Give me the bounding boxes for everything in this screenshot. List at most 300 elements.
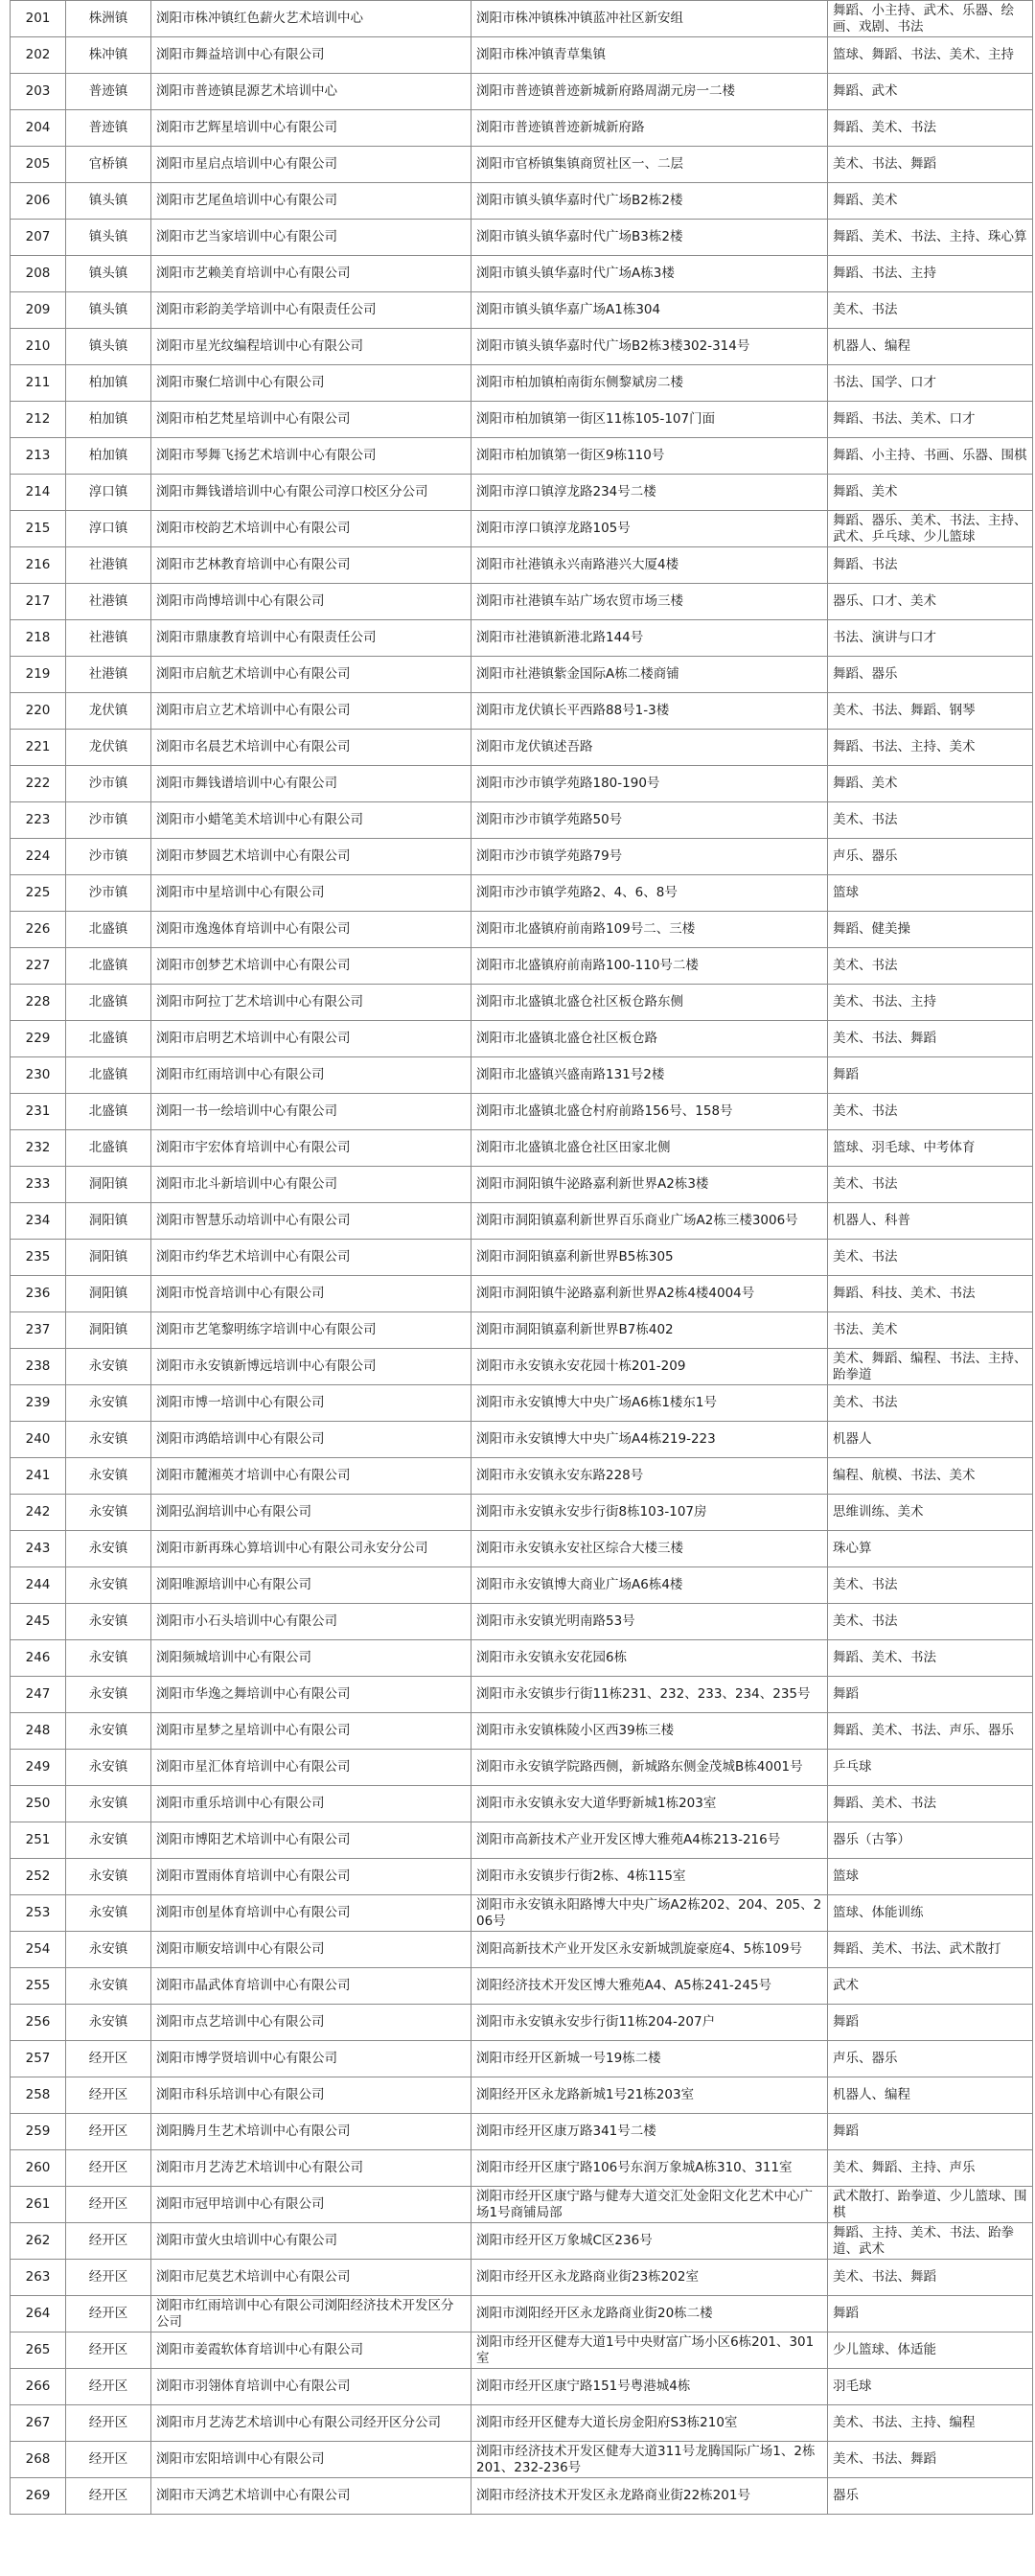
subjects-cell: 羽毛球 [828,2369,1033,2405]
address-cell: 浏阳市普迹镇普迹新城新府路周湖元房一二楼 [472,74,828,110]
subjects-cell: 美术、书法 [828,1567,1033,1604]
table-row [11,1567,1033,1604]
subjects-cell: 美术、书法、舞蹈 [828,1021,1033,1057]
institution-name-cell: 浏阳市羽翎体育培训中心有限公司 [151,2369,472,2405]
town-cell: 社港镇 [66,657,151,693]
town-cell: 株冲镇 [66,37,151,74]
town-cell: 永安镇 [66,1786,151,1822]
row-number-cell: 242 [11,1495,66,1531]
address-cell: 浏阳市经济技术开发区健寿大道311号龙腾国际广场1、2栋201、232-236号 [472,2442,828,2478]
subjects-cell: 舞蹈 [828,1677,1033,1713]
institution-name-cell: 浏阳市博一培训中心有限公司 [151,1385,472,1422]
town-cell: 镇头镇 [66,292,151,329]
table-row [11,1203,1033,1240]
subjects-cell: 美术、书法、舞蹈 [828,2442,1033,2478]
table-row [11,365,1033,402]
subjects-cell: 书法、美术 [828,1312,1033,1349]
town-cell: 永安镇 [66,1713,151,1750]
institution-name-cell: 浏阳市名晨艺术培训中心有限公司 [151,730,472,766]
town-cell: 北盛镇 [66,985,151,1021]
row-number-cell: 248 [11,1713,66,1750]
address-cell: 浏阳市沙市镇学苑路50号 [472,802,828,839]
town-cell: 镇头镇 [66,183,151,220]
table-row [11,292,1033,329]
row-number-cell: 219 [11,657,66,693]
table-row [11,2114,1033,2150]
address-cell: 浏阳市经开区永龙路商业街23栋202室 [472,2260,828,2296]
row-number-cell: 238 [11,1349,66,1385]
row-number-cell: 205 [11,147,66,183]
institution-name-cell: 浏阳市鸿皓培训中心有限公司 [151,1422,472,1458]
subjects-cell: 武术 [828,1968,1033,2005]
row-number-cell: 266 [11,2369,66,2405]
table-row [11,1968,1033,2005]
address-cell: 浏阳市永安镇永安东路228号 [472,1458,828,1495]
row-number-cell: 267 [11,2405,66,2442]
institution-name-cell: 浏阳市月艺涛艺术培训中心有限公司经开区分公司 [151,2405,472,2442]
table-row [11,1458,1033,1495]
institution-name-cell: 浏阳市创梦艺术培训中心有限公司 [151,948,472,985]
town-cell: 永安镇 [66,1349,151,1385]
town-cell: 洞阳镇 [66,1167,151,1203]
table-row [11,547,1033,584]
row-number-cell: 268 [11,2442,66,2478]
institution-name-cell: 浏阳唯源培训中心有限公司 [151,1567,472,1604]
subjects-cell: 书法、国学、口才 [828,365,1033,402]
town-cell: 经开区 [66,2223,151,2260]
town-cell: 洞阳镇 [66,1240,151,1276]
institution-name-cell: 浏阳市智慧乐动培训中心有限公司 [151,1203,472,1240]
address-cell: 浏阳市永安镇永安步行街11栋204-207户 [472,2005,828,2041]
table-row [11,1531,1033,1567]
institution-name-cell: 浏阳市中星培训中心有限公司 [151,875,472,912]
town-cell: 淳口镇 [66,511,151,547]
subjects-cell: 舞蹈、器乐 [828,657,1033,693]
town-cell: 永安镇 [66,1968,151,2005]
address-cell: 浏阳市社港镇新港北路144号 [472,620,828,657]
institution-name-cell: 浏阳市顺安培训中心有限公司 [151,1932,472,1968]
institution-name-cell: 浏阳弘润培训中心有限公司 [151,1495,472,1531]
institution-name-cell: 浏阳市姜霞软体育培训中心有限公司 [151,2332,472,2369]
institution-table [10,0,1033,2515]
town-cell: 社港镇 [66,584,151,620]
institution-name-cell: 浏阳市柏艺梵星培训中心有限公司 [151,402,472,438]
town-cell: 永安镇 [66,1458,151,1495]
institution-name-cell: 浏阳市琴舞飞扬艺术培训中心有限公司 [151,438,472,475]
table-row [11,256,1033,292]
subjects-cell: 机器人、编程 [828,2077,1033,2114]
town-cell: 永安镇 [66,1640,151,1677]
institution-name-cell: 浏阳市天鸿艺术培训中心有限公司 [151,2478,472,2515]
institution-name-cell: 浏阳市萤火虫培训中心有限公司 [151,2223,472,2260]
table-row [11,2296,1033,2332]
institution-name-cell: 浏阳市重乐培训中心有限公司 [151,1786,472,1822]
institution-name-cell: 浏阳市艺尾鱼培训中心有限公司 [151,183,472,220]
subjects-cell: 乒乓球 [828,1750,1033,1786]
town-cell: 永安镇 [66,1895,151,1932]
institution-name-cell: 浏阳市博阳艺术培训中心有限公司 [151,1822,472,1859]
table-row [11,2369,1033,2405]
institution-name-cell: 浏阳市尼莫艺术培训中心有限公司 [151,2260,472,2296]
row-number-cell: 232 [11,1130,66,1167]
subjects-cell: 机器人 [828,1422,1033,1458]
row-number-cell: 269 [11,2478,66,2515]
town-cell: 永安镇 [66,1531,151,1567]
town-cell: 经开区 [66,2296,151,2332]
address-cell: 浏阳市经开区康万路341号二楼 [472,2114,828,2150]
address-cell: 浏阳市永安镇步行街11栋231、232、233、234、235号 [472,1677,828,1713]
table-row [11,1750,1033,1786]
address-cell: 浏阳高新技术产业开发区永安新城凯旋豪庭4、5栋109号 [472,1932,828,1968]
row-number-cell: 206 [11,183,66,220]
address-cell: 浏阳市经开区康宁路151号粤港城4栋 [472,2369,828,2405]
address-cell: 浏阳市经开区健寿大道长房金阳府S3栋210室 [472,2405,828,2442]
institution-name-cell: 浏阳市普迹镇昆源艺术培训中心 [151,74,472,110]
subjects-cell: 机器人、编程 [828,329,1033,365]
institution-name-cell: 浏阳频城培训中心有限公司 [151,1640,472,1677]
row-number-cell: 202 [11,37,66,74]
table-row [11,147,1033,183]
subjects-cell: 美术、书法、舞蹈、钢琴 [828,693,1033,730]
row-number-cell: 256 [11,2005,66,2041]
institution-name-cell: 浏阳市艺辉星培训中心有限公司 [151,110,472,147]
institution-name-cell: 浏阳市冠甲培训中心有限公司 [151,2187,472,2223]
table-row [11,1895,1033,1932]
institution-name-cell: 浏阳市华逸之舞培训中心有限公司 [151,1677,472,1713]
town-cell: 经开区 [66,2077,151,2114]
town-cell: 经开区 [66,2114,151,2150]
table-row [11,985,1033,1021]
table-row [11,2478,1033,2515]
subjects-cell: 美术、书法 [828,1604,1033,1640]
row-number-cell: 251 [11,1822,66,1859]
subjects-cell: 美术、舞蹈、编程、书法、主持、跆拳道 [828,1349,1033,1385]
row-number-cell: 252 [11,1859,66,1895]
subjects-cell: 舞蹈、武术 [828,74,1033,110]
institution-name-cell: 浏阳市约华艺术培训中心有限公司 [151,1240,472,1276]
town-cell: 社港镇 [66,547,151,584]
institution-name-cell: 浏阳市红雨培训中心有限公司浏阳经济技术开发区分公司 [151,2296,472,2332]
institution-name-cell: 浏阳市株冲镇红色薪火艺术培训中心 [151,1,472,37]
address-cell: 浏阳市镇头镇华嘉时代广场B2栋2楼 [472,183,828,220]
institution-name-cell: 浏阳市悦音培训中心有限公司 [151,1276,472,1312]
subjects-cell: 舞蹈、器乐、美术、书法、主持、武术、乒乓球、少儿篮球 [828,511,1033,547]
table-row [11,1822,1033,1859]
town-cell: 柏加镇 [66,438,151,475]
town-cell: 永安镇 [66,1859,151,1895]
address-cell: 浏阳市株冲镇青草集镇 [472,37,828,74]
table-row [11,1057,1033,1094]
row-number-cell: 233 [11,1167,66,1203]
subjects-cell: 美术、书法 [828,1167,1033,1203]
row-number-cell: 213 [11,438,66,475]
town-cell: 永安镇 [66,1385,151,1422]
row-number-cell: 207 [11,220,66,256]
address-cell: 浏阳市洞阳镇嘉利新世界百乐商业广场A2栋三楼3006号 [472,1203,828,1240]
town-cell: 永安镇 [66,1567,151,1604]
institution-name-cell: 浏阳市校韵艺术培训中心有限公司 [151,511,472,547]
table-row [11,1859,1033,1895]
town-cell: 永安镇 [66,1677,151,1713]
institution-name-cell: 浏阳市舞钱谱培训中心有限公司淳口校区分公司 [151,475,472,511]
row-number-cell: 259 [11,2114,66,2150]
subjects-cell: 篮球、体能训练 [828,1895,1033,1932]
town-cell: 经开区 [66,2150,151,2187]
address-cell: 浏阳市柏加镇第一街区11栋105-107门面 [472,402,828,438]
town-cell: 永安镇 [66,1750,151,1786]
town-cell: 永安镇 [66,1422,151,1458]
table-row [11,438,1033,475]
subjects-cell: 舞蹈、书法、主持 [828,256,1033,292]
row-number-cell: 216 [11,547,66,584]
institution-name-cell: 浏阳市星梦之星培训中心有限公司 [151,1713,472,1750]
address-cell: 浏阳市淳口镇淳龙路234号二楼 [472,475,828,511]
institution-name-cell: 浏阳市月艺涛艺术培训中心有限公司 [151,2150,472,2187]
table-row [11,1349,1033,1385]
subjects-cell: 美术、书法、主持、编程 [828,2405,1033,2442]
row-number-cell: 257 [11,2041,66,2077]
address-cell: 浏阳市经开区万象城C区236号 [472,2223,828,2260]
address-cell: 浏阳市永安镇永安大道华野新城1栋203室 [472,1786,828,1822]
table-row [11,1240,1033,1276]
table-row [11,1786,1033,1822]
row-number-cell: 227 [11,948,66,985]
institution-name-cell: 浏阳市星汇体育培训中心有限公司 [151,1750,472,1786]
address-cell: 浏阳市龙伏镇长平西路88号1-3楼 [472,693,828,730]
address-cell: 浏阳市永安镇学院路西侧，新城路东侧金茂城B栋4001号 [472,1750,828,1786]
subjects-cell: 思维训练、美术 [828,1495,1033,1531]
address-cell: 浏阳市永安镇博大中央广场A4栋219-223 [472,1422,828,1458]
table-row [11,2223,1033,2260]
subjects-cell: 声乐、器乐 [828,839,1033,875]
institution-name-cell: 浏阳市北斗新培训中心有限公司 [151,1167,472,1203]
institution-name-cell: 浏阳市小蜡笔美术培训中心有限公司 [151,802,472,839]
town-cell: 北盛镇 [66,1094,151,1130]
subjects-cell: 篮球 [828,875,1033,912]
address-cell: 浏阳市镇头镇华嘉广场A1栋304 [472,292,828,329]
institution-name-cell: 浏阳市舞益培训中心有限公司 [151,37,472,74]
address-cell: 浏阳市永安镇步行街2栋、4栋115室 [472,1859,828,1895]
town-cell: 经开区 [66,2478,151,2515]
table-row [11,1604,1033,1640]
address-cell: 浏阳市普迹镇普迹新城新府路 [472,110,828,147]
row-number-cell: 223 [11,802,66,839]
row-number-cell: 247 [11,1677,66,1713]
institution-name-cell: 浏阳市启航艺术培训中心有限公司 [151,657,472,693]
town-cell: 经开区 [66,2405,151,2442]
town-cell: 柏加镇 [66,365,151,402]
address-cell: 浏阳市北盛镇府前南路100-110号二楼 [472,948,828,985]
row-number-cell: 230 [11,1057,66,1094]
table-row [11,402,1033,438]
row-number-cell: 236 [11,1276,66,1312]
institution-name-cell: 浏阳市彩韵美学培训中心有限责任公司 [151,292,472,329]
subjects-cell: 美术、书法 [828,802,1033,839]
town-cell: 龙伏镇 [66,693,151,730]
address-cell: 浏阳市社港镇紫金国际A栋二楼商铺 [472,657,828,693]
address-cell: 浏阳市洞阳镇牛泌路嘉利新世界A2栋3楼 [472,1167,828,1203]
subjects-cell: 舞蹈、美术、书法 [828,1640,1033,1677]
institution-name-cell: 浏阳市阿拉丁艺术培训中心有限公司 [151,985,472,1021]
institution-name-cell: 浏阳市启明艺术培训中心有限公司 [151,1021,472,1057]
table-row [11,511,1033,547]
town-cell: 经开区 [66,2332,151,2369]
row-number-cell: 263 [11,2260,66,2296]
table-row [11,183,1033,220]
subjects-cell: 少儿篮球、体适能 [828,2332,1033,2369]
row-number-cell: 201 [11,1,66,37]
address-cell: 浏阳市永安镇永安步行街8栋103-107房 [472,1495,828,1531]
institution-name-cell: 浏阳市逸逸体育培训中心有限公司 [151,912,472,948]
row-number-cell: 243 [11,1531,66,1567]
subjects-cell: 美术、书法 [828,292,1033,329]
subjects-cell: 声乐、器乐 [828,2041,1033,2077]
address-cell: 浏阳市经开区健寿大道1号中央财富广场小区6栋201、301室 [472,2332,828,2369]
institution-name-cell: 浏阳市晶武体育培训中心有限公司 [151,1968,472,2005]
town-cell: 镇头镇 [66,256,151,292]
address-cell: 浏阳市沙市镇学苑路2、4、6、8号 [472,875,828,912]
institution-name-cell: 浏阳市艺当家培训中心有限公司 [151,220,472,256]
row-number-cell: 215 [11,511,66,547]
row-number-cell: 221 [11,730,66,766]
address-cell: 浏阳市永安镇永安社区综合大楼三楼 [472,1531,828,1567]
address-cell: 浏阳市柏加镇第一街区9栋110号 [472,438,828,475]
subjects-cell: 珠心算 [828,1531,1033,1567]
town-cell: 北盛镇 [66,1021,151,1057]
institution-name-cell: 浏阳市鼎康教育培训中心有限责任公司 [151,620,472,657]
institution-name-cell: 浏阳市永安镇新博远培训中心有限公司 [151,1349,472,1385]
row-number-cell: 258 [11,2077,66,2114]
subjects-cell: 美术、书法 [828,1385,1033,1422]
subjects-cell: 舞蹈、书法、美术、口才 [828,402,1033,438]
subjects-cell: 美术、舞蹈、主持、声乐 [828,2150,1033,2187]
institution-name-cell: 浏阳市宇宏体育培训中心有限公司 [151,1130,472,1167]
address-cell: 浏阳市高新技术产业开发区博大雅苑A4栋213-216号 [472,1822,828,1859]
table-row [11,730,1033,766]
address-cell: 浏阳市浏阳经开区永龙路商业街20栋二楼 [472,2296,828,2332]
table-row [11,912,1033,948]
row-number-cell: 210 [11,329,66,365]
town-cell: 永安镇 [66,1604,151,1640]
table-row [11,875,1033,912]
institution-name-cell: 浏阳市艺林教育培训中心有限公司 [151,547,472,584]
row-number-cell: 255 [11,1968,66,2005]
subjects-cell: 舞蹈、小主持、武术、乐器、绘画、戏剧、书法 [828,1,1033,37]
subjects-cell: 器乐（古筝） [828,1822,1033,1859]
town-cell: 龙伏镇 [66,730,151,766]
town-cell: 经开区 [66,2260,151,2296]
town-cell: 淳口镇 [66,475,151,511]
institution-name-cell: 浏阳市红雨培训中心有限公司 [151,1057,472,1094]
table-row [11,766,1033,802]
address-cell: 浏阳市沙市镇学苑路79号 [472,839,828,875]
town-cell: 普迹镇 [66,110,151,147]
table-row [11,2041,1033,2077]
address-cell: 浏阳市永安镇光明南路53号 [472,1604,828,1640]
table-row [11,802,1033,839]
address-cell: 浏阳市沙市镇学苑路180-190号 [472,766,828,802]
subjects-cell: 美术、书法 [828,948,1033,985]
town-cell: 社港镇 [66,620,151,657]
table-body [11,1,1033,2515]
table-row [11,2442,1033,2478]
institution-name-cell: 浏阳市舞钱谱培训中心有限公司 [151,766,472,802]
table-row [11,2077,1033,2114]
town-cell: 北盛镇 [66,1057,151,1094]
table-row [11,1312,1033,1349]
address-cell: 浏阳市永安镇永阳路博大中央广场A2栋202、204、205、206号 [472,1895,828,1932]
town-cell: 官桥镇 [66,147,151,183]
row-number-cell: 214 [11,475,66,511]
address-cell: 浏阳市经开区新城一号19栋二楼 [472,2041,828,2077]
row-number-cell: 231 [11,1094,66,1130]
row-number-cell: 209 [11,292,66,329]
address-cell: 浏阳市洞阳镇嘉利新世界B5栋305 [472,1240,828,1276]
row-number-cell: 250 [11,1786,66,1822]
row-number-cell: 254 [11,1932,66,1968]
institution-name-cell: 浏阳市新再珠心算培训中心有限公司永安分公司 [151,1531,472,1567]
subjects-cell: 篮球、舞蹈、书法、美术、主持 [828,37,1033,74]
town-cell: 沙市镇 [66,766,151,802]
table-row [11,2332,1033,2369]
subjects-cell: 舞蹈、书法 [828,547,1033,584]
subjects-cell: 舞蹈 [828,1057,1033,1094]
row-number-cell: 204 [11,110,66,147]
subjects-cell: 美术、书法、舞蹈 [828,2260,1033,2296]
institution-name-cell: 浏阳市星光纹编程培训中心有限公司 [151,329,472,365]
address-cell: 浏阳市社港镇永兴南路港兴大厦4楼 [472,547,828,584]
address-cell: 浏阳市北盛镇北盛仓社区田家北侧 [472,1130,828,1167]
table-row [11,693,1033,730]
table-row [11,839,1033,875]
subjects-cell: 舞蹈、健美操 [828,912,1033,948]
subjects-cell: 舞蹈、美术、书法、声乐、器乐 [828,1713,1033,1750]
table-row [11,657,1033,693]
table-row [11,1422,1033,1458]
row-number-cell: 262 [11,2223,66,2260]
subjects-cell: 书法、演讲与口才 [828,620,1033,657]
table-row [11,584,1033,620]
subjects-cell: 舞蹈、美术 [828,475,1033,511]
address-cell: 浏阳市经开区康宁路与健寿大道交汇处金阳文化艺术中心广场1号商铺局部 [472,2187,828,2223]
subjects-cell: 美术、书法 [828,1094,1033,1130]
address-cell: 浏阳市龙伏镇述吾路 [472,730,828,766]
subjects-cell: 舞蹈 [828,2296,1033,2332]
table-row [11,948,1033,985]
table-row [11,110,1033,147]
subjects-cell: 器乐、口才、美术 [828,584,1033,620]
table-row [11,2405,1033,2442]
row-number-cell: 229 [11,1021,66,1057]
institution-name-cell: 浏阳一书一绘培训中心有限公司 [151,1094,472,1130]
table-row [11,220,1033,256]
row-number-cell: 246 [11,1640,66,1677]
table-row [11,1495,1033,1531]
town-cell: 普迹镇 [66,74,151,110]
address-cell: 浏阳市经开区康宁路106号东润万象城A栋310、311室 [472,2150,828,2187]
row-number-cell: 260 [11,2150,66,2187]
table-row [11,1094,1033,1130]
table-row [11,475,1033,511]
address-cell: 浏阳市北盛镇北盛仓社区板仓路 [472,1021,828,1057]
institution-name-cell: 浏阳市启立艺术培训中心有限公司 [151,693,472,730]
town-cell: 镇头镇 [66,220,151,256]
subjects-cell: 舞蹈、主持、美术、书法、跆拳道、武术 [828,2223,1033,2260]
row-number-cell: 211 [11,365,66,402]
subjects-cell: 舞蹈、小主持、书画、乐器、围棋 [828,438,1033,475]
town-cell: 永安镇 [66,1822,151,1859]
subjects-cell: 舞蹈、美术、书法 [828,110,1033,147]
